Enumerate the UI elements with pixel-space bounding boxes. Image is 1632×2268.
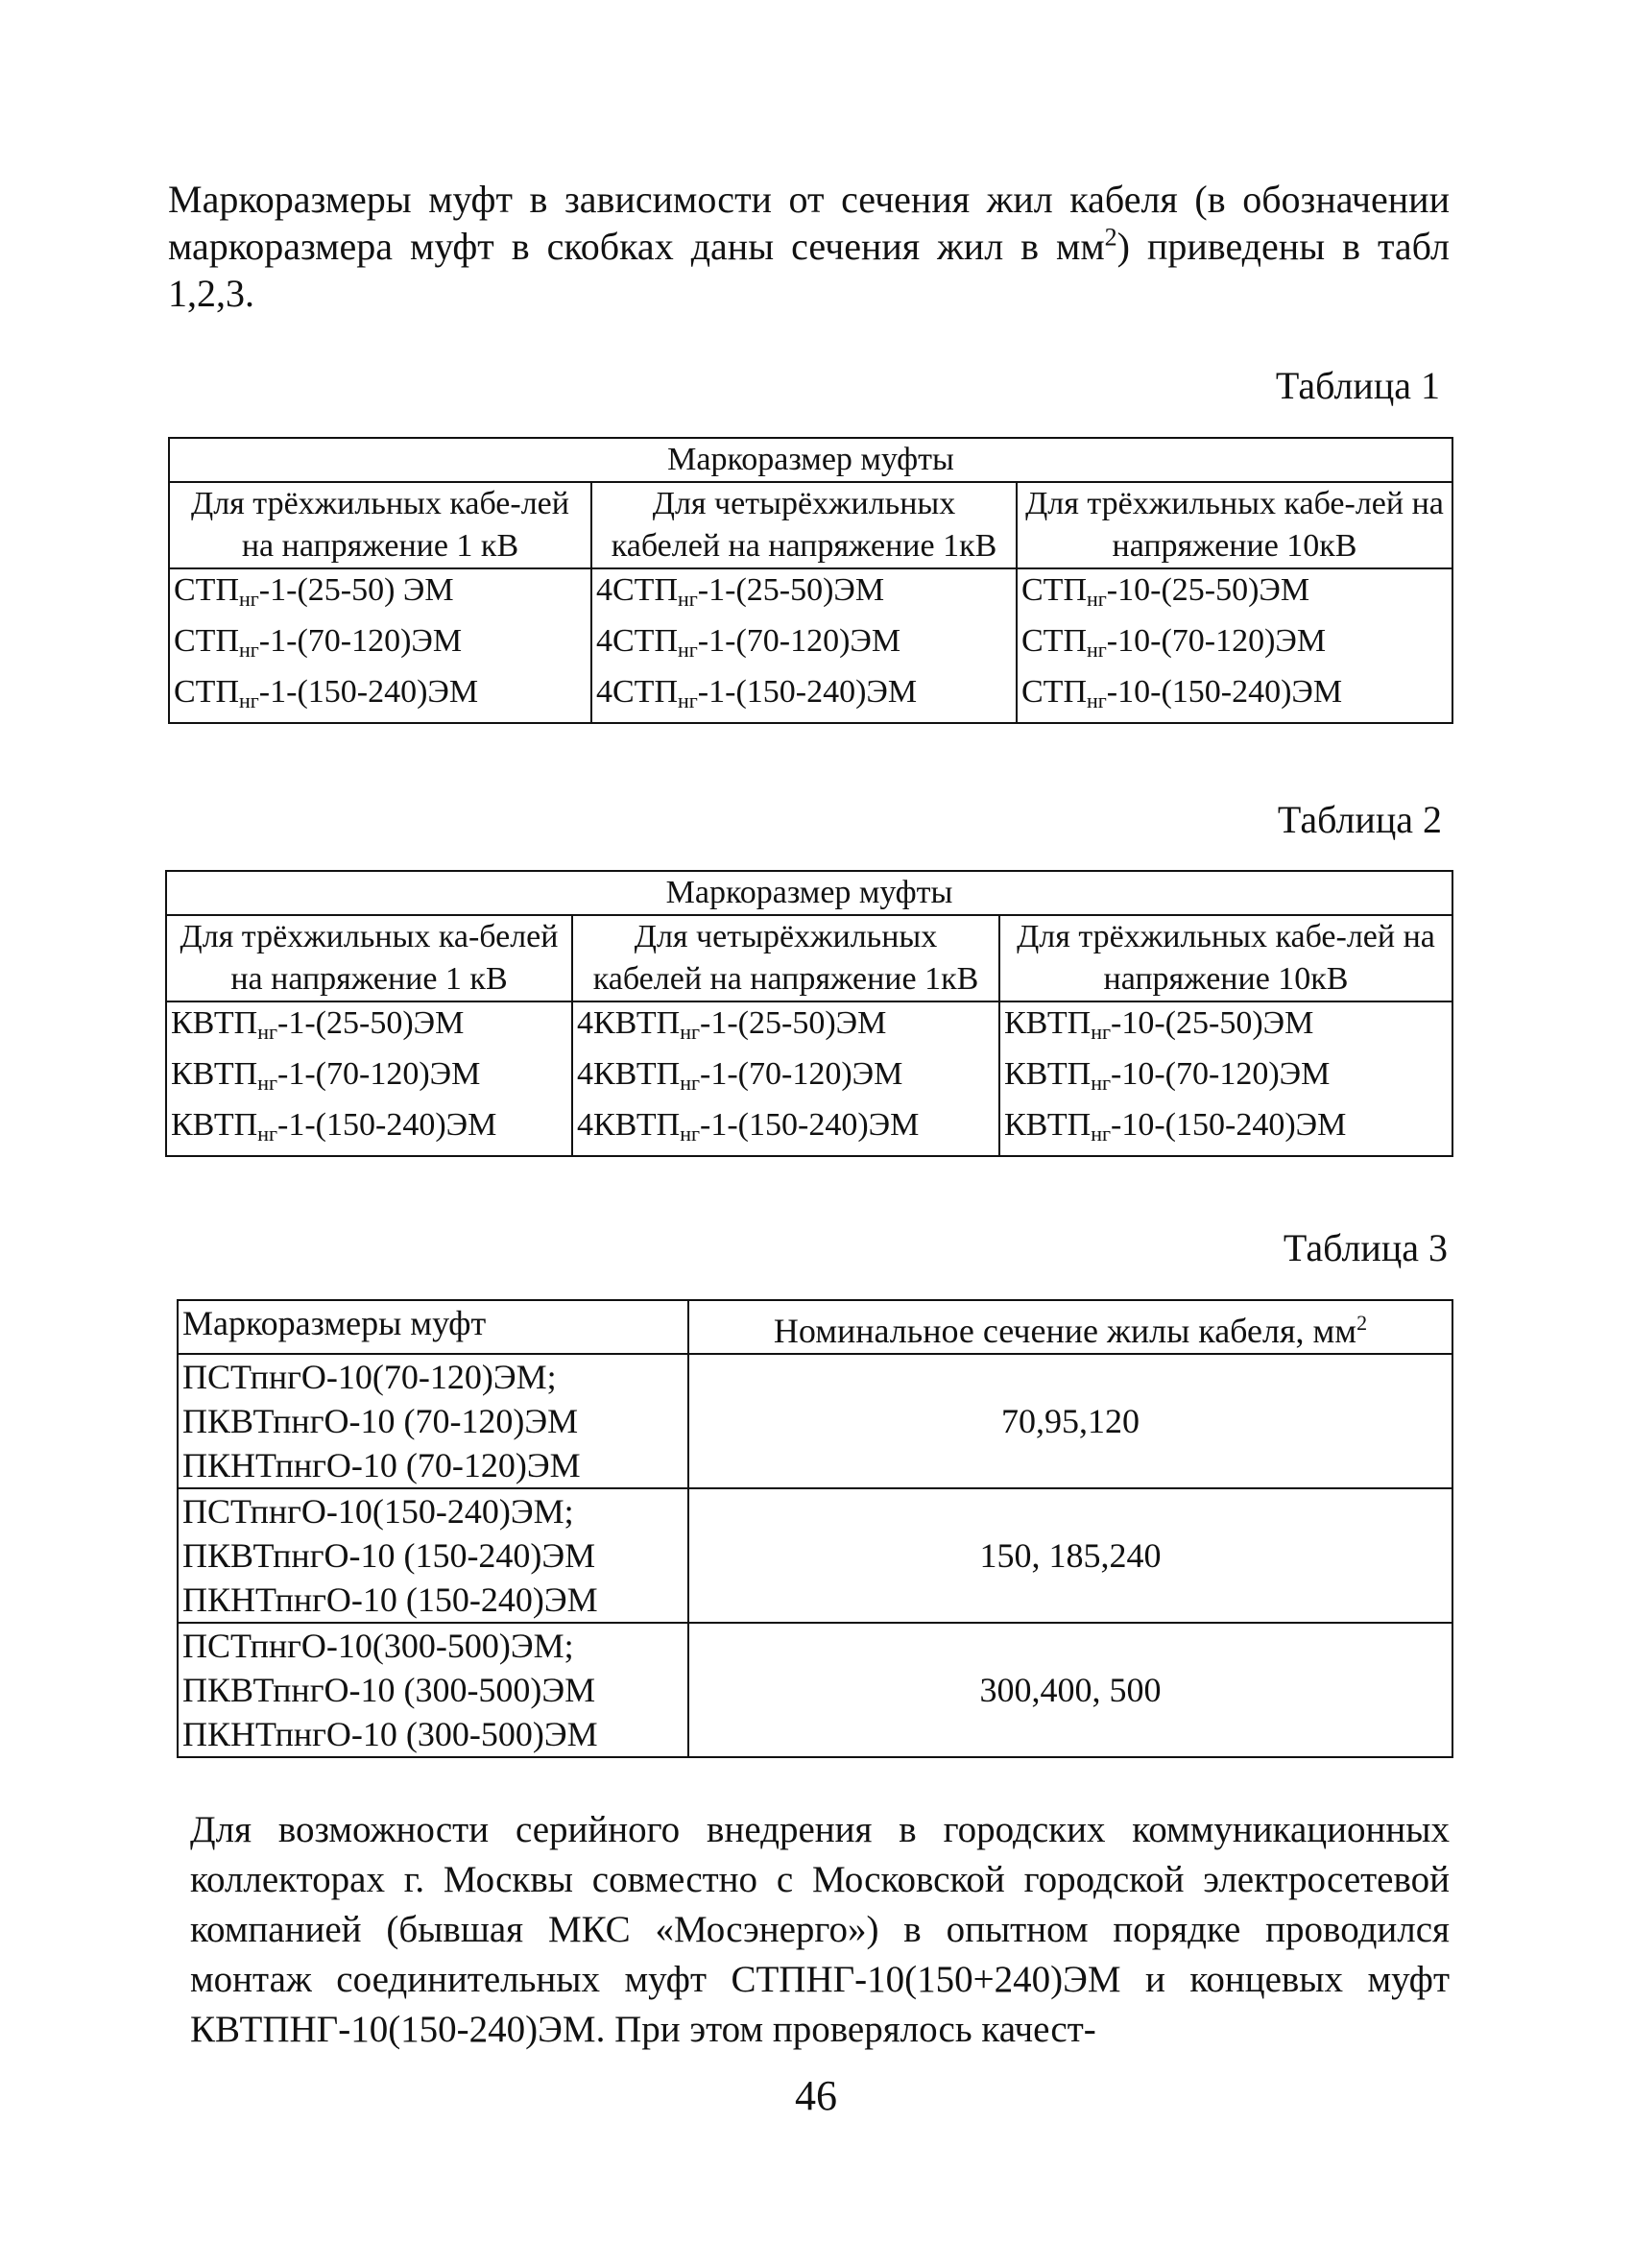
- mark-suffix: -1-(150-240)ЭМ: [258, 674, 479, 710]
- mark-prefix: 4КВТП: [577, 1107, 681, 1143]
- table3-mark: ПКВТпнгО-10 (70-120)ЭМ: [182, 1402, 579, 1440]
- table2-data-row: [166, 1001, 1452, 1156]
- mark-suffix: -1-(25-50)ЭМ: [697, 572, 885, 608]
- intro-superscript: 2: [1104, 223, 1117, 252]
- mark-sub: нг: [1087, 638, 1107, 662]
- table3-mark: ПКНТпнгО-10 (150-240)ЭМ: [182, 1580, 598, 1619]
- mark-sub: нг: [678, 587, 698, 611]
- mark-sub: нг: [239, 587, 259, 611]
- table1-data-row: [169, 568, 1452, 723]
- table2-cell-line: [171, 1104, 567, 1155]
- mark-suffix: -1-(70-120)ЭМ: [697, 623, 901, 659]
- closing-paragraph: Для возможности серийного внедрения в городских коммуникационных коллекторах г. Москвы совместно с Московской городской электросетевой компанией (бывшая МКС «Мосэнерго») в опытном порядке проводился монтаж соединительных муфт СТПНГ-10(150+240)ЭМ и концевых муфт КВТПНГ-10(150-240)ЭМ. При этом проверялось качест-: [190, 1809, 1450, 2050]
- mark-suffix: -10-(25-50)ЭМ: [1111, 1005, 1314, 1041]
- mark-sub: нг: [1091, 1071, 1112, 1095]
- mark-prefix: 4СТП: [596, 572, 678, 608]
- table1-cell-line: [1021, 671, 1448, 722]
- table1-cell-line: [1021, 569, 1448, 620]
- table3-marks-cell: [178, 1623, 688, 1757]
- mark-prefix: КВТП: [1004, 1056, 1092, 1092]
- table1-col3-cell: [1017, 568, 1452, 723]
- table3-mark: ПКВТпнгО-10 (300-500)ЭМ: [182, 1671, 596, 1709]
- table1-caption: Таблица 1: [1275, 364, 1440, 407]
- table1-col-header: Для трёхжильных кабе-лей на напряжение 1 кВ: [169, 482, 591, 568]
- table1-cell-line: [596, 671, 1012, 722]
- table2-cell-line: [577, 1053, 995, 1104]
- table2-col3-cell: [999, 1001, 1452, 1156]
- table2-cell-line: [1004, 1104, 1448, 1155]
- mark-suffix: -1-(150-240)ЭМ: [700, 1107, 920, 1143]
- table3-mark: ПКНТпнгО-10 (70-120)ЭМ: [182, 1446, 581, 1484]
- table3-mark: ПСТпнгО-10(300-500)ЭМ;: [182, 1627, 574, 1665]
- table1-col-header: Для четырёхжильных кабелей на напряжение 1кВ: [591, 482, 1017, 568]
- table2-col-header: Для четырёхжильных кабелей на напряжение 1кВ: [572, 915, 999, 1001]
- mark-sub: нг: [239, 638, 259, 662]
- table3-col2-header-sup: 2: [1356, 1311, 1368, 1335]
- mark-suffix: -1-(70-120)ЭМ: [700, 1056, 903, 1092]
- table3-mark: ПКНТпнгО-10 (300-500)ЭМ: [182, 1715, 598, 1753]
- table2-cell-line: [1004, 1053, 1448, 1104]
- table3-marks-cell: [178, 1354, 688, 1488]
- intro-paragraph: [168, 176, 1450, 317]
- table2-col-header: Для трёхжильных ка-белей на напряжение 1 кВ: [166, 915, 572, 1001]
- table3-col2-header-text: Номинальное сечение жилы кабеля, мм: [773, 1312, 1357, 1350]
- table2-caption: Таблица 2: [1277, 798, 1442, 841]
- mark-suffix: -1-(70-120)ЭМ: [277, 1056, 481, 1092]
- table3-mark: ПСТпнгО-10(150-240)ЭМ;: [182, 1492, 574, 1531]
- mark-prefix: КВТП: [171, 1107, 258, 1143]
- mark-suffix: -1-(150-240)ЭМ: [277, 1107, 497, 1143]
- page-number: 46: [795, 2072, 837, 2119]
- mark-prefix: КВТП: [1004, 1005, 1092, 1041]
- mark-suffix: -10-(25-50)ЭМ: [1106, 572, 1310, 608]
- mark-suffix: -10-(70-120)ЭМ: [1111, 1056, 1331, 1092]
- mark-suffix: -1-(25-50)ЭМ: [700, 1005, 887, 1041]
- table1-cell-line: [1021, 620, 1448, 671]
- table3-value-cell: 70,95,120: [688, 1354, 1452, 1488]
- table1-col-header: Для трёхжильных кабе-лей на напряжение 10кВ: [1017, 482, 1452, 568]
- table3-col1-header: Маркоразмеры муфт: [178, 1300, 688, 1354]
- table2-cell-line: [171, 1002, 567, 1053]
- mark-sub: нг: [257, 1122, 278, 1146]
- mark-sub: нг: [1087, 587, 1107, 611]
- mark-prefix: СТП: [1021, 674, 1087, 710]
- mark-sub: нг: [680, 1071, 701, 1095]
- mark-prefix: 4КВТП: [577, 1005, 681, 1041]
- mark-sub: нг: [1091, 1122, 1112, 1146]
- mark-suffix: -1-(70-120)ЭМ: [258, 623, 463, 659]
- table-row: [178, 1623, 1452, 1757]
- table1-cell-line: [174, 671, 587, 722]
- table2-cell-line: [1004, 1002, 1448, 1053]
- table1-cell-line: [174, 620, 587, 671]
- table1-cell-line: [596, 620, 1012, 671]
- table1-cell-line: [596, 569, 1012, 620]
- mark-sub: нг: [1091, 1020, 1112, 1044]
- table-row: [178, 1488, 1452, 1623]
- mark-prefix: СТП: [174, 674, 239, 710]
- intro-text-end: ) приведены в табл 1,2,3.: [168, 225, 1450, 315]
- mark-sub: нг: [678, 638, 698, 662]
- mark-suffix: -10-(150-240)ЭМ: [1111, 1107, 1347, 1143]
- table1-col1-cell: [169, 568, 591, 723]
- mark-prefix: КВТП: [171, 1056, 258, 1092]
- mark-sub: нг: [257, 1071, 278, 1095]
- table3-value-cell: 150, 185,240: [688, 1488, 1452, 1623]
- table2-header: Маркоразмер муфты: [166, 871, 1452, 915]
- table2-cell-line: [577, 1104, 995, 1155]
- table3-col2-header: [688, 1300, 1452, 1354]
- table2-col2-cell: [572, 1001, 999, 1156]
- mark-sub: нг: [680, 1122, 701, 1146]
- mark-prefix: СТП: [174, 623, 239, 659]
- intro-text: Маркоразмеры муфт в зависимости от сечения жил кабеля (в обозначении маркоразмера муфт в скобках даны сечения жил в мм: [168, 178, 1450, 268]
- mark-suffix: -1-(25-50) ЭМ: [258, 572, 454, 608]
- table3-caption: Таблица 3: [1283, 1226, 1448, 1269]
- table3-mark: ПКВТпнгО-10 (150-240)ЭМ: [182, 1536, 596, 1575]
- mark-sub: нг: [257, 1020, 278, 1044]
- table1-cell-line: [174, 569, 587, 620]
- table3-mark: ПСТпнгО-10(70-120)ЭМ;: [182, 1358, 557, 1396]
- mark-suffix: -1-(25-50)ЭМ: [277, 1005, 465, 1041]
- table2-col-header: Для трёхжильных кабе-лей на напряжение 10кВ: [999, 915, 1452, 1001]
- mark-sub: нг: [680, 1020, 701, 1044]
- table2-cell-line: [171, 1053, 567, 1104]
- mark-prefix: 4КВТП: [577, 1056, 681, 1092]
- mark-prefix: 4СТП: [596, 674, 678, 710]
- mark-prefix: СТП: [174, 572, 239, 608]
- table3: [177, 1299, 1453, 1758]
- mark-sub: нг: [678, 688, 698, 712]
- table3-marks-cell: [178, 1488, 688, 1623]
- mark-prefix: КВТП: [171, 1005, 258, 1041]
- mark-suffix: -10-(70-120)ЭМ: [1106, 623, 1327, 659]
- mark-sub: нг: [239, 688, 259, 712]
- table3-value-cell: 300,400, 500: [688, 1623, 1452, 1757]
- mark-prefix: СТП: [1021, 623, 1087, 659]
- table1: [168, 437, 1453, 724]
- mark-suffix: -10-(150-240)ЭМ: [1106, 674, 1343, 710]
- mark-prefix: 4СТП: [596, 623, 678, 659]
- table2-cell-line: [577, 1002, 995, 1053]
- table-row: [178, 1354, 1452, 1488]
- table1-col2-cell: [591, 568, 1017, 723]
- mark-suffix: -1-(150-240)ЭМ: [697, 674, 918, 710]
- table1-header: Маркоразмер муфты: [169, 438, 1452, 482]
- table2-col1-cell: [166, 1001, 572, 1156]
- mark-sub: нг: [1087, 688, 1107, 712]
- table2: [165, 870, 1453, 1157]
- mark-prefix: КВТП: [1004, 1107, 1092, 1143]
- mark-prefix: СТП: [1021, 572, 1087, 608]
